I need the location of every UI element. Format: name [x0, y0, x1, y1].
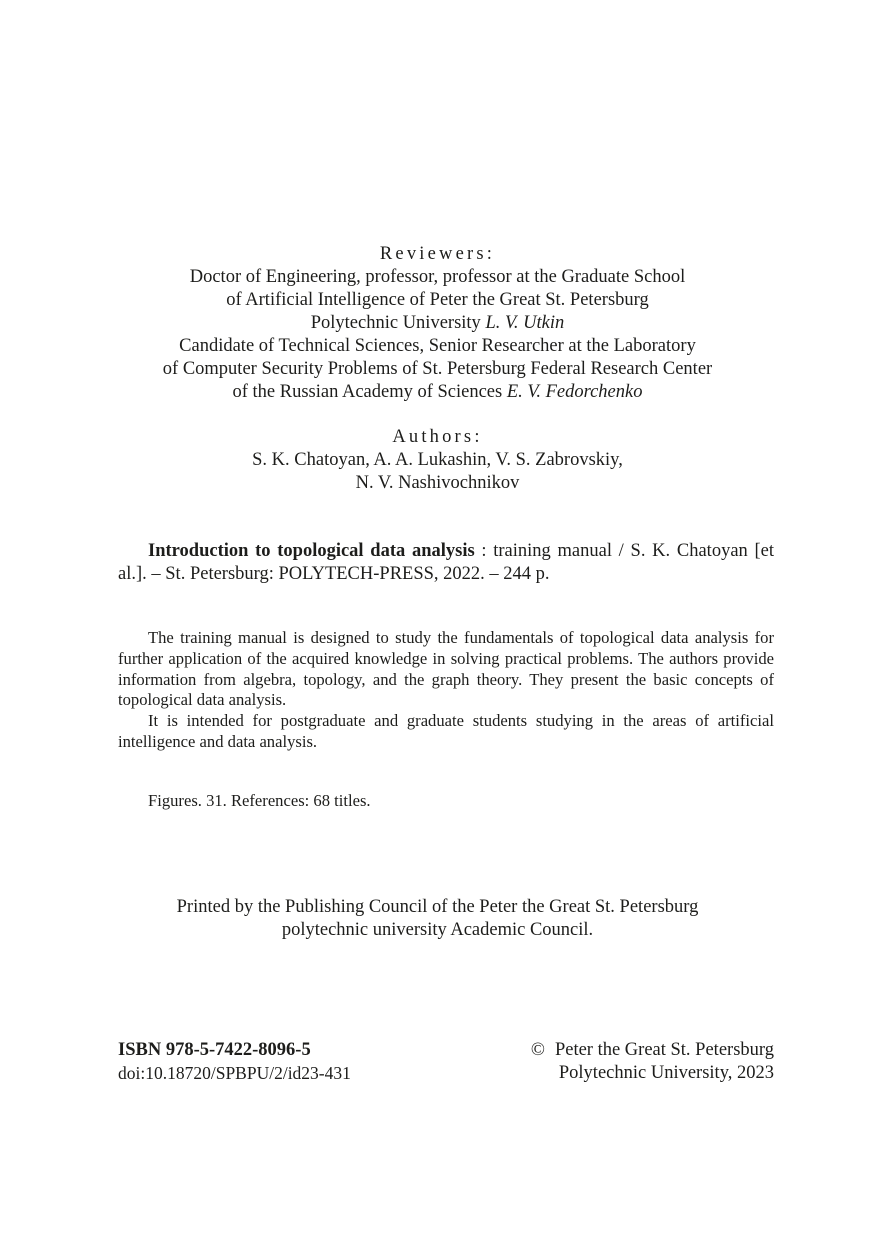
reviewer2-line2: of Computer Security Problems of St. Petersburg Federal Research Center — [162, 359, 713, 379]
reviewers-heading: Reviewers: — [379, 244, 496, 264]
authors-heading: Authors: — [392, 427, 483, 447]
reviewers-section — [0, 243, 875, 404]
book-title: Introduction to topological data analysis — [148, 541, 475, 561]
citation-details: : training manual / S. K. Chatoyan [et al.]. – St. Petersburg: POLYTECH-PRESS, 2022. – 244 p. — [118, 541, 775, 584]
reviewer2-affiliation: of the Russian Academy of Sciences — [232, 382, 503, 402]
copyright-symbol: © — [530, 1040, 545, 1060]
doi: doi:10.18720/SPBPU/2/id23-431 — [118, 1063, 351, 1083]
copyright-line1 — [531, 1039, 774, 1062]
copyright-line2: Polytechnic University, 2023 — [558, 1063, 774, 1083]
figures-note: Figures. 31. References: 68 titles. — [148, 791, 371, 810]
authors-line1: S. K. Chatoyan, A. A. Lukashin, V. S. Zabrovskiy, — [252, 450, 623, 470]
abstract-paragraph-2: It is intended for postgraduate and graduate students studying in the areas of artificial intelligence and data analysis. — [118, 711, 774, 751]
authors-line2: N. V. Nashivochnikov — [355, 473, 520, 493]
reviewer2-line3 — [0, 381, 875, 404]
abstract — [118, 628, 774, 753]
copyright-block — [531, 1039, 774, 1085]
authors-section — [0, 426, 875, 495]
reviewer1-line3 — [0, 312, 875, 335]
printed-by — [0, 896, 875, 942]
isbn-block — [118, 1039, 351, 1085]
abstract-paragraph-1: The training manual is designed to study the fundamentals of topological data analysis for further application of the acquired knowledge in solving practical problems. The authors provide information from algebra, topology, and the graph theory. They present the basic concepts of topological data analysis. — [118, 628, 774, 710]
reviewer1-line1: Doctor of Engineering, professor, professor at the Graduate School — [189, 267, 686, 287]
citation — [118, 540, 774, 586]
copyright-holder: Peter the Great St. Petersburg — [554, 1040, 774, 1060]
reviewer2-name: E. V. Fedorchenko — [506, 382, 643, 402]
reviewer2-line1: Candidate of Technical Sciences, Senior Researcher at the Laboratory — [179, 336, 696, 356]
reviewer1-name: L. V. Utkin — [485, 313, 565, 333]
printed-by-line1: Printed by the Publishing Council of the Peter the Great St. Petersburg — [176, 897, 699, 917]
reviewer1-affiliation: Polytechnic University — [310, 313, 481, 333]
isbn: ISBN 978-5-7422-8096-5 — [118, 1040, 311, 1060]
printed-by-line2: polytechnic university Academic Council. — [281, 920, 594, 940]
reviewer1-line2: of Artificial Intelligence of Peter the Great St. Petersburg — [226, 290, 649, 310]
